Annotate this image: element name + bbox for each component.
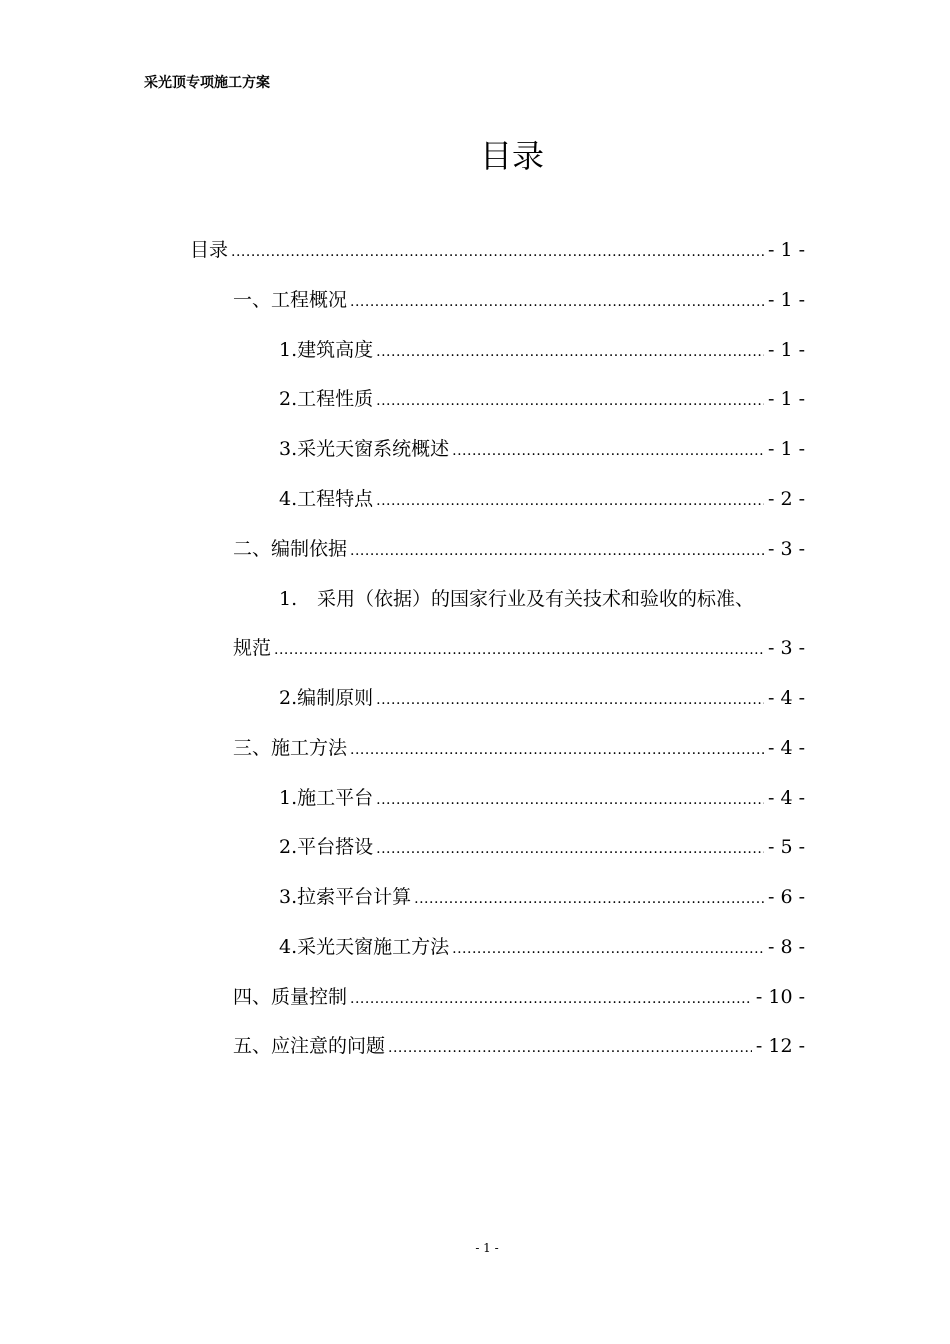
toc-entry-label: 采光天窗系统概述 xyxy=(297,438,450,460)
toc-entry[interactable] xyxy=(233,534,805,564)
toc-entry-number: 2. xyxy=(279,687,298,709)
toc-entry[interactable] xyxy=(233,633,805,663)
toc-leader-dots xyxy=(414,884,764,914)
toc-leader-dots xyxy=(231,237,764,267)
toc-entry[interactable] xyxy=(279,832,805,862)
toc-entry[interactable] xyxy=(279,783,805,813)
toc-entry-number: 二、 xyxy=(233,538,272,560)
document-header: 采光顶专项施工方案 xyxy=(144,75,270,91)
toc-entry-number: 1. xyxy=(279,588,298,610)
toc-leader-dots xyxy=(350,984,752,1014)
toc-entry-page: - 12 - xyxy=(755,1035,805,1057)
toc-entry[interactable] xyxy=(233,982,805,1012)
toc-leader-dots xyxy=(388,1033,752,1063)
toc-leader-dots xyxy=(350,536,764,566)
toc-entry-number: 四、 xyxy=(233,986,272,1008)
toc-entry[interactable] xyxy=(233,285,805,315)
toc-leader-dots xyxy=(376,337,764,367)
toc-entry[interactable] xyxy=(190,235,805,265)
toc-entry-label: 应注意的问题 xyxy=(271,1035,386,1057)
toc-entry-number: 4. xyxy=(279,488,298,510)
toc-entry-label: 采用（依据）的国家行业及有关技术和验收的标准、 xyxy=(317,588,755,610)
toc-leader-dots xyxy=(452,934,764,964)
toc-entry-page: - 4 - xyxy=(767,787,805,809)
toc-entry-page: - 4 - xyxy=(767,737,805,759)
toc-entry-wrapped-first-line[interactable] xyxy=(279,584,754,614)
toc-entry-page: - 5 - xyxy=(767,836,805,858)
toc-entry-label: 平台搭设 xyxy=(297,836,374,858)
toc-entry-page: - 6 - xyxy=(767,886,805,908)
toc-leader-dots xyxy=(350,735,764,765)
toc-entry-number: 1. xyxy=(279,339,298,361)
toc-entry-number: 2. xyxy=(279,388,298,410)
toc-entry-number: 4. xyxy=(279,936,298,958)
toc-entry[interactable] xyxy=(279,484,805,514)
page-number-footer: - 1 - xyxy=(475,1241,499,1255)
toc-entry-number: 3. xyxy=(279,886,298,908)
toc-entry-label: 目录 xyxy=(190,239,229,261)
toc-entry-page: - 1 - xyxy=(767,239,805,261)
toc-entry-page: - 8 - xyxy=(767,936,805,958)
toc-entry-page: - 1 - xyxy=(767,339,805,361)
toc-entry[interactable] xyxy=(279,683,805,713)
toc-leader-dots xyxy=(274,635,764,665)
toc-entry-label: 施工方法 xyxy=(271,737,348,759)
toc-entry-label: 编制原则 xyxy=(297,687,374,709)
toc-leader-dots xyxy=(376,386,764,416)
toc-entry-page: - 3 - xyxy=(767,637,805,659)
toc-entry-label: 编制依据 xyxy=(271,538,348,560)
toc-entry-page: - 2 - xyxy=(767,488,805,510)
page-title: 目录 xyxy=(479,137,544,175)
toc-entry-label-continued: 规范 xyxy=(233,637,272,659)
toc-entry-number: 五、 xyxy=(233,1035,272,1057)
toc-leader-dots xyxy=(452,436,764,466)
toc-entry-number: 3. xyxy=(279,438,298,460)
toc-entry-page: - 10 - xyxy=(755,986,805,1008)
toc-leader-dots xyxy=(376,834,764,864)
toc-entry[interactable] xyxy=(279,434,805,464)
toc-entry-label: 工程特点 xyxy=(297,488,374,510)
toc-entry-label: 工程性质 xyxy=(297,388,374,410)
toc-entry-number: 1. xyxy=(279,787,298,809)
toc-entry[interactable] xyxy=(279,932,805,962)
toc-entry-label: 采光天窗施工方法 xyxy=(297,936,450,958)
toc-leader-dots xyxy=(376,785,764,815)
toc-entry-number: 2. xyxy=(279,836,298,858)
toc-leader-dots xyxy=(376,685,764,715)
toc-entry[interactable] xyxy=(233,1031,805,1061)
toc-entry-page: - 4 - xyxy=(767,687,805,709)
toc-entry-label: 施工平台 xyxy=(297,787,374,809)
toc-entry-page: - 1 - xyxy=(767,438,805,460)
toc-entry[interactable] xyxy=(279,384,805,414)
toc-entry-label: 质量控制 xyxy=(271,986,348,1008)
toc-leader-dots xyxy=(350,287,764,317)
toc-entry-number: 三、 xyxy=(233,737,272,759)
toc-entry-page: - 3 - xyxy=(767,538,805,560)
toc-entry-label: 工程概况 xyxy=(271,289,348,311)
toc-entry-label: 建筑高度 xyxy=(297,339,374,361)
toc-entry[interactable] xyxy=(279,335,805,365)
toc-leader-dots xyxy=(376,486,764,516)
toc-entry[interactable] xyxy=(279,882,805,912)
toc-entry-page: - 1 - xyxy=(767,388,805,410)
toc-entry-label: 拉索平台计算 xyxy=(297,886,412,908)
toc-entry-page: - 1 - xyxy=(767,289,805,311)
toc-entry[interactable] xyxy=(233,733,805,763)
toc-entry-number: 一、 xyxy=(233,289,272,311)
